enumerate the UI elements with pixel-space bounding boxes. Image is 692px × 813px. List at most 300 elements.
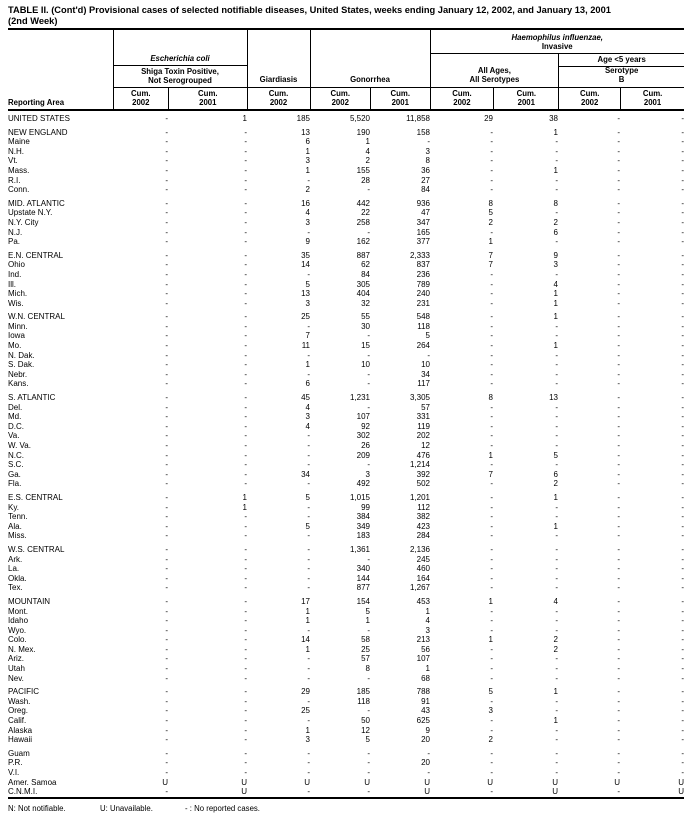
value-cell: 1 [305, 360, 310, 370]
value-cell: - [681, 331, 684, 341]
value-cell: - [244, 208, 247, 218]
value-cell: - [681, 127, 684, 137]
value-cell: - [617, 706, 620, 716]
table-row [8, 489, 684, 503]
value-cell: - [681, 768, 684, 777]
value-cell: - [490, 331, 493, 341]
reporting-area-cell: S. ATLANTIC [8, 393, 56, 403]
value-cell: 10 [421, 360, 430, 370]
value-cell: - [165, 250, 168, 260]
value-cell: - [617, 289, 620, 299]
value-cell: 45 [301, 393, 310, 403]
value-cell: - [427, 768, 430, 777]
value-cell: - [165, 687, 168, 697]
value-cell: 213 [416, 635, 430, 645]
value-cell: - [490, 583, 493, 593]
value-cell: - [490, 748, 493, 758]
value-cell: 2 [488, 735, 493, 745]
value-cell: 453 [416, 596, 430, 606]
value-cell: 245 [416, 554, 430, 564]
value-cell: - [490, 165, 493, 175]
value-cell: - [490, 441, 493, 450]
value-cell: 107 [356, 412, 370, 422]
value-cell: - [617, 175, 620, 185]
value-cell: - [244, 573, 247, 583]
value-cell: - [555, 725, 558, 735]
footnote-unavailable: U: Unavailable. [100, 803, 153, 813]
ecoli-cum-row [114, 87, 247, 109]
value-cell: 625 [416, 716, 430, 726]
value-cell: - [681, 393, 684, 403]
value-cell: 5 [488, 687, 493, 697]
reporting-area-cell: MID. ATLANTIC [8, 198, 65, 208]
value-cell: - [244, 237, 247, 247]
value-cell: U [424, 787, 430, 797]
value-cell: - [681, 350, 684, 360]
value-cell: - [681, 114, 684, 123]
value-cell: 13 [549, 393, 558, 403]
value-cell: - [681, 412, 684, 422]
value-cell: - [490, 768, 493, 777]
value-cell: 112 [417, 502, 430, 512]
value-cell: 47 [421, 208, 430, 218]
value-cell: - [244, 706, 247, 716]
reporting-area-cell: Okla. [8, 573, 27, 583]
value-cell: 258 [356, 217, 370, 227]
value-cell: - [165, 165, 168, 175]
reporting-area-cell: Mass. [8, 165, 30, 175]
value-cell: 11 [301, 341, 310, 351]
reporting-area-cell: PACIFIC [8, 687, 39, 697]
value-cell: - [490, 502, 493, 512]
value-cell: - [490, 521, 493, 531]
value-cell: - [681, 237, 684, 247]
table-row [8, 185, 684, 195]
reporting-area-cell: Iowa [8, 331, 25, 341]
value-cell: - [165, 217, 168, 227]
value-cell: - [617, 379, 620, 389]
value-cell: - [244, 687, 247, 697]
value-cell: - [617, 521, 620, 531]
value-cell: - [307, 441, 310, 450]
reporting-area-cell: Colo. [8, 635, 27, 645]
value-cell: - [367, 706, 370, 716]
value-cell: - [555, 460, 558, 470]
value-cell: 1 [242, 492, 247, 502]
reporting-area-cell: N. Dak. [8, 350, 35, 360]
value-cell: - [244, 664, 247, 674]
value-cell: - [307, 673, 310, 683]
value-cell: - [681, 402, 684, 412]
table-row [8, 745, 684, 759]
table-row [8, 654, 684, 664]
value-cell: - [307, 479, 310, 489]
value-cell: 25 [301, 312, 310, 322]
value-cell: - [490, 512, 493, 522]
value-cell: - [681, 360, 684, 370]
value-cell: - [490, 531, 493, 541]
value-cell: 8 [425, 156, 430, 166]
value-cell: - [617, 583, 620, 593]
value-cell: - [367, 554, 370, 564]
reporting-area-cell: Wis. [8, 298, 24, 308]
table-row [8, 280, 684, 290]
reporting-area-cell: Mont. [8, 606, 29, 616]
value-cell: - [244, 127, 247, 137]
table-row [8, 422, 684, 432]
value-cell: - [681, 616, 684, 626]
value-cell: - [681, 156, 684, 166]
reporting-area-cell: Calif. [8, 716, 27, 726]
table-row [8, 683, 684, 697]
table-title-line1: TABLE II. (Cont'd) Provisional cases of selected notifiable diseases, United States, weeks ending January 12, 2002, and January 13, 2001 [8, 5, 611, 15]
value-cell: - [681, 137, 684, 147]
value-cell: - [490, 654, 493, 664]
value-cell: - [617, 664, 620, 674]
value-cell: - [617, 735, 620, 745]
reporting-area-cell: Ga. [8, 469, 21, 479]
table-row [8, 322, 684, 332]
footnote-no-reported-cases: - : No reported cases. [185, 803, 260, 813]
value-cell: - [617, 127, 620, 137]
value-cell: 404 [356, 289, 370, 299]
value-cell: - [307, 664, 310, 674]
table-row [8, 674, 684, 684]
value-cell: - [244, 350, 247, 360]
table-row [8, 758, 684, 768]
value-cell: - [307, 787, 310, 797]
value-cell: 29 [301, 687, 310, 697]
value-cell: - [367, 331, 370, 341]
gonorrhea-cum-row [311, 87, 430, 109]
reporting-area-cell: Miss. [8, 531, 27, 541]
value-cell: - [681, 531, 684, 541]
col-header-giardiasis-2002: Cum. 2002 [268, 89, 289, 108]
value-cell: - [490, 431, 493, 441]
value-cell: - [165, 644, 168, 654]
value-cell: - [244, 175, 247, 185]
table-title [0, 0, 692, 26]
value-cell: 9 [305, 237, 310, 247]
table-row [8, 593, 684, 607]
table-row [8, 635, 684, 645]
value-cell: 6 [553, 469, 558, 479]
value-cell: - [165, 450, 168, 460]
reporting-area-cell: Mo. [8, 341, 22, 351]
value-cell: - [555, 185, 558, 195]
value-cell: 788 [416, 687, 430, 697]
value-cell: - [681, 146, 684, 156]
value-cell: 1 [305, 606, 310, 616]
value-cell: 9 [553, 250, 558, 260]
value-cell: - [307, 696, 310, 706]
value-cell: 8 [488, 198, 493, 208]
value-cell: - [165, 460, 168, 470]
value-cell: 2 [488, 217, 493, 227]
value-cell: - [617, 146, 620, 156]
value-cell: - [427, 350, 430, 360]
value-cell: 382 [416, 512, 430, 522]
value-cell: - [490, 146, 493, 156]
value-cell: 29 [484, 114, 493, 123]
table-row [8, 583, 684, 593]
value-cell: - [617, 531, 620, 541]
value-cell: - [244, 748, 247, 758]
value-cell: U [424, 777, 430, 787]
reporting-area-cell: R.I. [8, 175, 21, 185]
value-cell: - [617, 250, 620, 260]
value-cell: 3 [305, 156, 310, 166]
value-cell: - [617, 341, 620, 351]
value-cell: U [162, 777, 168, 787]
table-row [8, 564, 684, 574]
age-under5-group [558, 54, 684, 87]
value-cell: - [165, 289, 168, 299]
value-cell: 117 [417, 379, 430, 389]
value-cell: 460 [416, 564, 430, 574]
reporting-area-cell: Idaho [8, 616, 29, 626]
value-cell: - [555, 564, 558, 574]
value-cell: - [681, 554, 684, 564]
reporting-area-cell: La. [8, 564, 20, 574]
value-cell: - [617, 460, 620, 470]
value-cell: - [555, 735, 558, 745]
table-row [8, 166, 684, 176]
value-cell: - [165, 175, 168, 185]
col-header-ecoli-2002: Cum. 2002 [131, 89, 151, 108]
footnotes [8, 804, 684, 813]
value-cell: - [165, 469, 168, 479]
value-cell: - [244, 735, 247, 745]
value-cell: 1 [488, 635, 493, 645]
all-ages-label: All Ages, All Serotypes [469, 66, 520, 85]
value-cell: 1 [553, 165, 558, 175]
table-row [8, 512, 684, 522]
value-cell: 183 [356, 531, 370, 541]
value-cell: - [367, 768, 370, 777]
value-cell: 2 [305, 185, 310, 195]
footnote-not-notifiable: N: Not notifiable. [8, 803, 66, 813]
value-cell: 1 [488, 596, 493, 606]
value-cell: 5 [365, 735, 370, 745]
value-cell: - [681, 564, 684, 574]
value-cell: 789 [416, 279, 430, 289]
value-cell: - [617, 492, 620, 502]
value-cell: - [617, 185, 620, 195]
reporting-area-cell: P.R. [8, 758, 23, 768]
value-cell: - [617, 412, 620, 422]
table-row [8, 503, 684, 513]
value-cell: - [490, 412, 493, 422]
table-row [8, 768, 684, 778]
value-cell: 1 [553, 687, 558, 697]
reporting-area-cell: Minn. [8, 321, 28, 331]
reporting-area-cell: Amer. Samoa [8, 777, 57, 787]
value-cell: - [244, 725, 247, 735]
value-cell: 349 [356, 521, 370, 531]
col-header-hi-allages-2002: Cum. 2002 [452, 89, 472, 108]
value-cell: 5 [305, 521, 310, 531]
value-cell: 28 [361, 175, 370, 185]
value-cell: - [681, 227, 684, 237]
value-cell: - [165, 321, 168, 331]
value-cell: - [244, 768, 247, 777]
reporting-area-cell: Mich. [8, 289, 28, 299]
giardiasis-label: Giardiasis [259, 75, 298, 85]
value-cell: - [244, 544, 247, 554]
value-cell: - [244, 460, 247, 470]
table-row [8, 237, 684, 247]
value-cell: - [681, 654, 684, 664]
value-cell: U [364, 777, 370, 787]
reporting-area-cell: Ky. [8, 502, 19, 512]
value-cell: - [244, 341, 247, 351]
reporting-area-cell: Ark. [8, 554, 23, 564]
value-cell: - [617, 748, 620, 758]
value-cell: 27 [421, 175, 430, 185]
value-cell: - [617, 554, 620, 564]
value-cell: - [681, 544, 684, 554]
value-cell: - [165, 127, 168, 137]
value-cell: - [165, 502, 168, 512]
value-cell: - [681, 673, 684, 683]
value-cell: - [490, 175, 493, 185]
value-cell: 99 [361, 502, 370, 512]
table-row [8, 706, 684, 716]
value-cell: - [244, 227, 247, 237]
value-cell: 1 [305, 616, 310, 626]
reporting-area-cell: Wash. [8, 696, 31, 706]
reporting-area-cell: Va. [8, 431, 20, 441]
value-cell: - [490, 379, 493, 389]
value-cell: - [165, 441, 168, 450]
value-cell: - [427, 748, 430, 758]
value-cell: 16 [301, 198, 310, 208]
reporting-area-cell: W.N. CENTRAL [8, 312, 65, 322]
table-row [8, 697, 684, 707]
value-cell: 202 [416, 431, 430, 441]
reporting-area-cell: D.C. [8, 421, 24, 431]
value-cell: - [555, 554, 558, 564]
col-header-gonorrhea-2001: Cum. 2001 [370, 88, 430, 109]
reporting-area-cell: S. Dak. [8, 360, 35, 370]
value-cell: - [681, 298, 684, 308]
value-cell: 887 [356, 250, 370, 260]
value-cell: - [681, 716, 684, 726]
value-cell: - [555, 360, 558, 370]
value-cell: 26 [361, 441, 370, 450]
value-cell: 1 [242, 502, 247, 512]
value-cell: - [244, 644, 247, 654]
value-cell: - [244, 146, 247, 156]
value-cell: - [555, 606, 558, 616]
value-cell: - [490, 606, 493, 616]
value-cell: - [681, 573, 684, 583]
value-cell: - [367, 787, 370, 797]
value-cell: 5 [305, 492, 310, 502]
value-cell: - [165, 596, 168, 606]
value-cell: - [555, 369, 558, 379]
value-cell: 4 [365, 146, 370, 156]
value-cell: 22 [361, 208, 370, 218]
reporting-area-cell: N.Y. City [8, 217, 39, 227]
value-cell: - [307, 502, 310, 512]
value-cell: 185 [296, 114, 310, 123]
value-cell: 1 [553, 492, 558, 502]
value-cell: - [244, 260, 247, 270]
value-cell: 384 [356, 512, 370, 522]
value-cell: - [307, 431, 310, 441]
table-row [8, 574, 684, 584]
table-row [8, 522, 684, 532]
value-cell: 12 [421, 441, 430, 450]
value-cell: 1 [425, 606, 430, 616]
value-cell: 3 [425, 146, 430, 156]
value-cell: - [617, 350, 620, 360]
table-row [8, 616, 684, 626]
value-cell: - [367, 625, 370, 635]
value-cell: - [555, 544, 558, 554]
value-cell: - [165, 341, 168, 351]
value-cell: - [617, 312, 620, 322]
value-cell: 1 [488, 450, 493, 460]
value-cell: 2,333 [409, 250, 430, 260]
value-cell: - [367, 369, 370, 379]
value-cell: - [681, 250, 684, 260]
value-cell: 302 [356, 431, 370, 441]
value-cell: - [555, 350, 558, 360]
value-cell: 68 [421, 673, 430, 683]
value-cell: - [165, 298, 168, 308]
value-cell: 56 [421, 644, 430, 654]
col-header-gonorrhea-2002: Cum. 2002 [330, 89, 350, 108]
value-cell: - [165, 616, 168, 626]
value-cell: - [165, 787, 168, 797]
table-row [8, 441, 684, 451]
reporting-area-cell: Tenn. [8, 512, 28, 522]
table-row [8, 403, 684, 413]
reporting-area-cell: W. Va. [8, 441, 31, 450]
value-cell: 1,015 [349, 492, 370, 502]
value-cell: - [165, 227, 168, 237]
value-cell: 7 [488, 250, 493, 260]
value-cell: - [617, 237, 620, 247]
value-cell: - [681, 664, 684, 674]
value-cell: 8 [365, 664, 370, 674]
value-cell: - [555, 502, 558, 512]
value-cell: - [307, 544, 310, 554]
value-cell: - [490, 616, 493, 626]
value-cell: - [681, 421, 684, 431]
value-cell: U [678, 777, 684, 787]
value-cell: - [244, 412, 247, 422]
value-cell: - [244, 431, 247, 441]
value-cell: - [367, 227, 370, 237]
value-cell: 5,520 [349, 114, 370, 123]
value-cell: - [244, 606, 247, 616]
value-cell: 91 [421, 696, 430, 706]
gonorrhea-group-header [310, 29, 430, 110]
value-cell: - [490, 554, 493, 564]
value-cell: 32 [361, 298, 370, 308]
value-cell: 34 [301, 469, 310, 479]
value-cell: - [555, 673, 558, 683]
value-cell: - [244, 625, 247, 635]
value-cell: U [614, 777, 620, 787]
value-cell: - [681, 696, 684, 706]
value-cell: - [681, 431, 684, 441]
value-cell: - [681, 175, 684, 185]
